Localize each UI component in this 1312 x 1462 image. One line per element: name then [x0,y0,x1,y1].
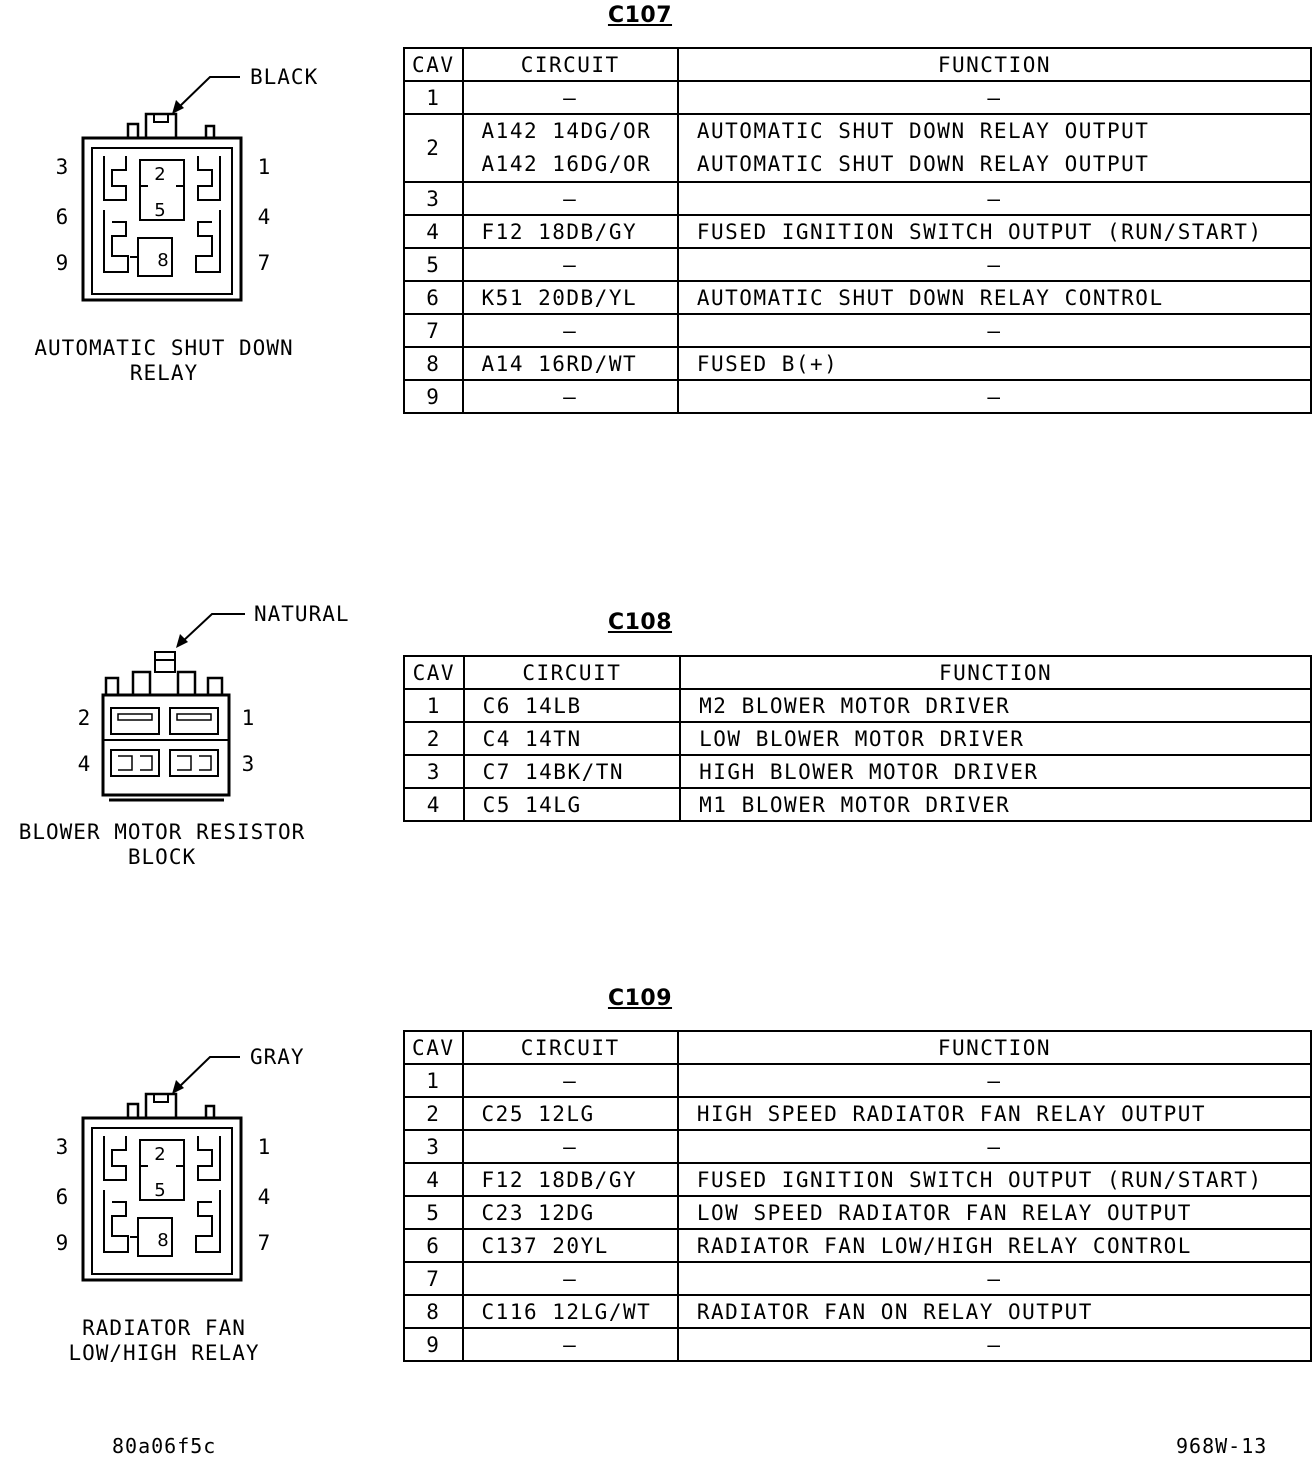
function-cell: RADIATOR FAN ON RELAY OUTPUT [678,1295,1311,1328]
table-body [404,81,1311,413]
connector-section-c107 [0,0,1312,440]
function-line: AUTOMATIC SHUT DOWN RELAY OUTPUT [696,119,1150,143]
function-cell: — [678,81,1311,114]
table-body [404,1064,1311,1361]
function-cell: LOW SPEED RADIATOR FAN RELAY OUTPUT [678,1196,1311,1229]
function-cell: M1 BLOWER MOTOR DRIVER [680,788,1311,821]
function-cell: — [678,380,1311,413]
pin-1-label: 1 [257,155,271,179]
function-cell: — [678,248,1311,281]
cav-cell: 1 [404,1064,463,1097]
table-header-row [404,1031,1311,1064]
pin-3-label: 3 [241,752,255,776]
function-cell: HIGH SPEED RADIATOR FAN RELAY OUTPUT [678,1097,1311,1130]
connector-id-title: C107 [607,3,673,28]
connector-section-c108 [0,590,1312,890]
function-cell: — [678,1262,1311,1295]
table-row [404,689,1311,722]
circuit-cell: K51 20DB/YL [463,281,678,314]
circuit-cell [463,114,678,182]
pin-1-label: 1 [257,1135,271,1159]
cav-cell: 4 [404,1163,463,1196]
connector-name: BLOWER MOTOR RESISTOR BLOCK [18,820,306,869]
circuit-cell: A14 16RD/WT [463,347,678,380]
pin-3-label: 3 [55,1135,69,1159]
circuit-cell: — [463,81,678,114]
figure-code-right: 968W-13 [1176,1434,1268,1458]
cav-header: CAV [404,656,464,689]
cav-cell: 7 [404,314,463,347]
table-row [404,281,1311,314]
function-cell: LOW BLOWER MOTOR DRIVER [680,722,1311,755]
pin-8-label: 8 [157,1230,169,1251]
table-row [404,788,1311,821]
cav-cell: 8 [404,347,463,380]
table-row [404,1229,1311,1262]
pin-3-label: 3 [55,155,69,179]
cav-cell: 1 [404,81,463,114]
table-row [404,1196,1311,1229]
pin-4-label: 4 [77,752,91,776]
pin-2-label: 2 [154,1144,166,1165]
cav-cell: 8 [404,1295,463,1328]
pin-9-label: 9 [55,1231,69,1255]
function-cell: — [678,1328,1311,1361]
pin-5-label: 5 [154,1180,166,1201]
pin-5-label: 5 [154,200,166,221]
pin-2-label: 2 [154,164,166,185]
table-header-row [404,48,1311,81]
table-row [404,314,1311,347]
pinout-table [403,655,1312,822]
function-cell [678,114,1311,182]
circuit-cell: C116 12LG/WT [463,1295,678,1328]
circuit-cell: — [463,314,678,347]
pin-7-label: 7 [257,1231,271,1255]
table-row [404,1064,1311,1097]
function-cell: M2 BLOWER MOTOR DRIVER [680,689,1311,722]
figure-code-left: 80a06f5c [112,1434,217,1458]
pin-6-label: 6 [55,205,69,229]
circuit-cell: — [463,1130,678,1163]
pin-4-label: 4 [257,1185,271,1209]
function-cell: FUSED B(+) [678,347,1311,380]
table-row [404,1097,1311,1130]
cav-cell: 2 [404,1097,463,1130]
circuit-cell: — [463,182,678,215]
function-cell: FUSED IGNITION SWITCH OUTPUT (RUN/START) [678,215,1311,248]
circuit-cell: — [463,1328,678,1361]
table-body [404,689,1311,821]
cav-cell: 3 [404,182,463,215]
circuit-header: CIRCUIT [464,656,681,689]
circuit-cell: — [463,380,678,413]
table-row [404,248,1311,281]
table-row [404,347,1311,380]
circuit-cell: C137 20YL [463,1229,678,1262]
circuit-cell: — [463,1064,678,1097]
circuit-cell: C7 14BK/TN [464,755,681,788]
cav-cell: 9 [404,380,463,413]
cav-cell: 7 [404,1262,463,1295]
function-cell: — [678,314,1311,347]
cav-cell: 9 [404,1328,463,1361]
pinout-table [403,1030,1312,1362]
function-header: FUNCTION [678,48,1311,81]
connector-name: RADIATOR FAN LOW/HIGH RELAY [68,1316,260,1365]
table-row [404,182,1311,215]
cav-cell: 6 [404,281,463,314]
pin-6-label: 6 [55,1185,69,1209]
cav-cell: 2 [404,114,463,182]
circuit-cell: — [463,1262,678,1295]
function-cell: — [678,1064,1311,1097]
pin-4-label: 4 [257,205,271,229]
cav-cell: 5 [404,1196,463,1229]
circuit-cell: C5 14LG [464,788,681,821]
function-cell: — [678,1130,1311,1163]
function-cell: HIGH BLOWER MOTOR DRIVER [680,755,1311,788]
cav-cell: 4 [404,215,463,248]
circuit-cell: — [463,248,678,281]
pinout-table [403,47,1312,414]
function-cell: FUSED IGNITION SWITCH OUTPUT (RUN/START) [678,1163,1311,1196]
table-row [404,755,1311,788]
circuit-cell: F12 18DB/GY [463,215,678,248]
table-row [404,1163,1311,1196]
cav-cell: 3 [404,1130,463,1163]
function-header: FUNCTION [678,1031,1311,1064]
pin-9-label: 9 [55,251,69,275]
table-row [404,1328,1311,1361]
table-row [404,1262,1311,1295]
cav-cell: 1 [404,689,464,722]
circuit-cell: C6 14LB [464,689,681,722]
table-row [404,1295,1311,1328]
pin-2-label: 2 [77,706,91,730]
circuit-cell: C23 12DG [463,1196,678,1229]
table-row [404,114,1311,182]
pin-1-label: 1 [241,706,255,730]
circuit-cell: F12 18DB/GY [463,1163,678,1196]
function-line: AUTOMATIC SHUT DOWN RELAY OUTPUT [696,152,1150,176]
circuit-cell: C4 14TN [464,722,681,755]
connector-section-c109 [0,980,1312,1400]
connector-name: AUTOMATIC SHUT DOWN RELAY [34,336,294,385]
table-row [404,81,1311,114]
cav-cell: 4 [404,788,464,821]
function-header: FUNCTION [680,656,1311,689]
cav-cell: 3 [404,755,464,788]
cav-cell: 5 [404,248,463,281]
cav-cell: 2 [404,722,464,755]
circuit-cell: C25 12LG [463,1097,678,1130]
function-cell: — [678,182,1311,215]
connector-color-label: GRAY [250,1045,305,1069]
pin-7-label: 7 [257,251,271,275]
table-header-row [404,656,1311,689]
cav-cell: 6 [404,1229,463,1262]
circuit-header: CIRCUIT [463,48,678,81]
circuit-line: A142 16DG/OR [481,152,652,176]
connector-id-title: C109 [607,986,673,1011]
connector-id-title: C108 [607,610,673,635]
function-cell: AUTOMATIC SHUT DOWN RELAY CONTROL [678,281,1311,314]
table-row [404,380,1311,413]
pin-8-label: 8 [157,250,169,271]
table-row [404,215,1311,248]
cav-header: CAV [404,48,463,81]
table-row [404,722,1311,755]
circuit-header: CIRCUIT [463,1031,678,1064]
circuit-line: A142 14DG/OR [481,119,652,143]
function-cell: RADIATOR FAN LOW/HIGH RELAY CONTROL [678,1229,1311,1262]
connector-color-label: NATURAL [254,602,350,626]
connector-color-label: BLACK [250,65,319,89]
cav-header: CAV [404,1031,463,1064]
table-row [404,1130,1311,1163]
